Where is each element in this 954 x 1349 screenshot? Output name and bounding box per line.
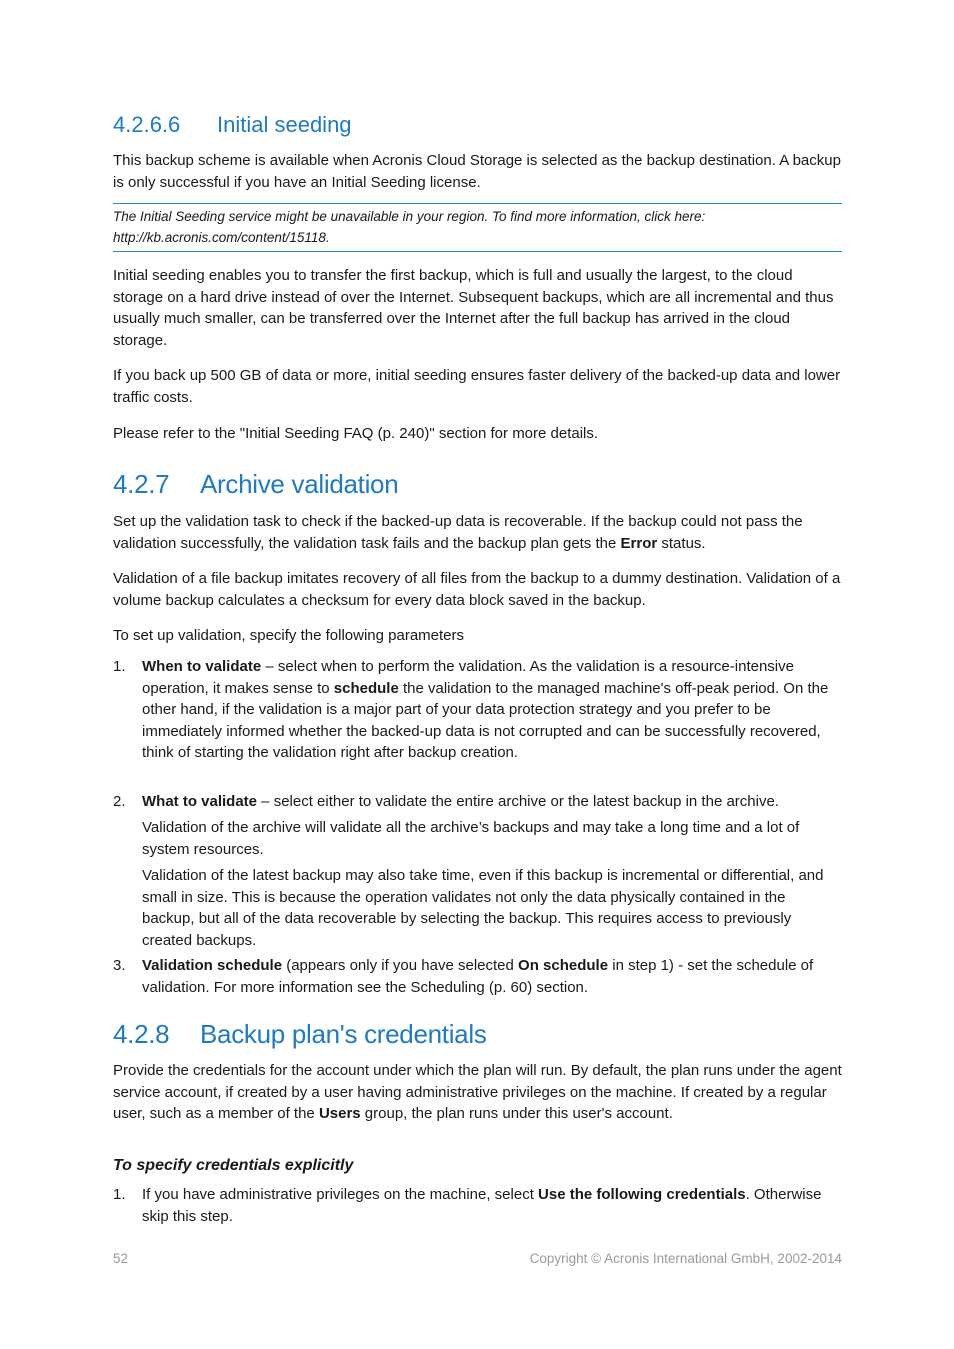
list-item-validation-schedule: 3. Validation schedule (appears only if you have selected On schedule in step 1) - set the schedule of validation. For more information see the Scheduling (p. 60) section.	[113, 957, 814, 996]
list-marker: 3.	[113, 957, 126, 974]
heading-title: Backup plan's credentials	[200, 1019, 487, 1049]
heading-number: 4.2.6.6	[113, 112, 181, 137]
bold-term: Users	[318, 1105, 361, 1123]
note-line-1: The Initial Seeding service might be unavailable in your region. To find more information, click here:	[113, 209, 706, 224]
bold-term: On schedule	[518, 957, 609, 974]
archive-validation-paragraph-3: To set up validation, specify the following parameters	[113, 627, 465, 644]
list-marker: 1.	[113, 658, 126, 675]
bold-term: When to validate	[142, 658, 262, 675]
copyright-notice: Copyright © Acronis International GmbH, 2002-2014	[529, 1251, 842, 1266]
procedure-subheading: To specify credentials explicitly	[113, 1157, 354, 1174]
bold-term: Error	[620, 534, 658, 552]
initial-seeding-paragraph-1: Initial seeding enables you to transfer the first backup, which is full and usually the largest, to the cloud storage on a hard drive instead of over the Internet. Subsequent backups, which are all incremental and thus usually much smaller, can be transferred over the Internet after the full backup has arrived in the cloud storage.	[113, 267, 834, 349]
list-item-when-to-validate: 1. When to validate – select when to perform the validation. As the validation is a resource-intensive operation, it makes sense to schedule the validation to the managed machine's off-peak period. On the other hand, if the validation is a major part of your data protection strategy and you prefer to be immediately informed whether the backed-up data is not corrupted and can be successfully recovered, think of starting the validation right after backup creation.	[113, 658, 829, 762]
archive-validation-paragraph-2: Validation of a file backup imitates recovery of all files from the backup to a dummy destination. Validation of a volume backup calculates a checksum for every data block saved in the backup.	[113, 570, 841, 609]
heading-title: Archive validation	[200, 469, 399, 499]
initial-seeding-paragraph-2: If you back up 500 GB of data or more, initial seeding ensures faster delivery of the backed-up data and lower traffic costs.	[113, 367, 841, 406]
archive-validation-paragraph-1: Set up the validation task to check if the backed-up data is recoverable. If the backup could not pass the validation successfully, the validation task fails and the backup plan gets the Error status.	[113, 513, 803, 552]
credentials-paragraph-1: Provide the credentials for the account under which the plan will run. By default, the plan runs under the agent service account, if created by a user having administrative privileges on the machine. If created by a regular user, such as a member of the Users group, the plan runs under this user's account.	[113, 1062, 842, 1123]
bold-term: Use the following credentials	[538, 1186, 746, 1203]
heading-number: 4.2.8	[113, 1019, 170, 1049]
heading-title: Initial seeding	[217, 112, 352, 137]
initial-seeding-intro: This backup scheme is available when Acronis Cloud Storage is selected as the backup destination. A backup is only successful if you have an Initial Seeding license.	[113, 152, 841, 191]
bold-term: What to validate	[142, 793, 258, 810]
initial-seeding-paragraph-3: Please refer to the "Initial Seeding FAQ (p. 240)" section for more details.	[113, 425, 599, 442]
bold-term: schedule	[333, 679, 399, 697]
list-item-what-to-validate: 2. What to validate – select either to validate the entire archive or the latest backup in the archive.	[113, 791, 842, 813]
heading-number: 4.2.7	[113, 469, 170, 499]
list-marker: 1.	[113, 1186, 126, 1203]
bold-term: Validation schedule	[142, 957, 283, 974]
heading-initial-seeding	[113, 112, 352, 138]
what-to-validate-detail-1: Validation of the archive will validate all the archive’s backups and may take a long time and a lot of system resources.	[142, 819, 800, 858]
what-to-validate-detail-2: Validation of the latest backup may also take time, even if this backup is incremental or differential, and small in size. This is because the operation validates not only the data physically contained in the backup, but all of the data recoverable by selecting the backup. This requires access to previously created backups.	[142, 867, 824, 949]
note-box	[113, 203, 842, 252]
heading-backup-plan-credentials	[113, 1019, 487, 1050]
list-marker: 2.	[113, 793, 126, 810]
heading-archive-validation	[113, 469, 398, 500]
list-item-use-credentials: 1. If you have administrative privileges on the machine, select Use the following credentials. Otherwise skip this step.	[113, 1186, 822, 1225]
note-link[interactable]: http://kb.acronis.com/content/15118.	[113, 230, 330, 245]
page-number: 52	[113, 1251, 129, 1266]
